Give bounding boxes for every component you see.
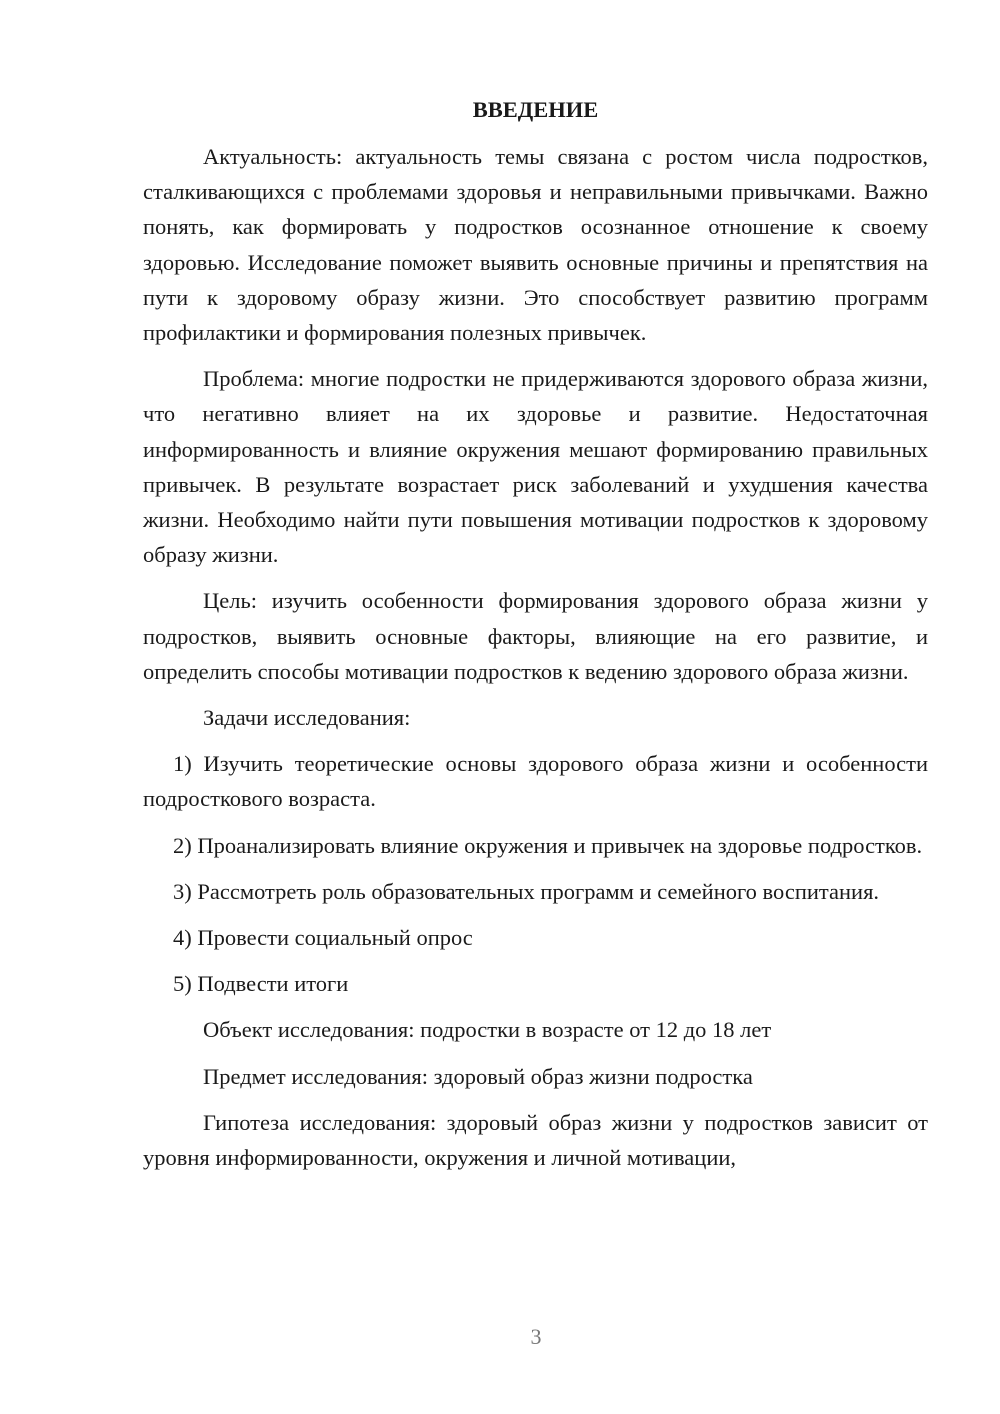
document-page — [143, 92, 928, 1186]
page-number: 3 — [530, 1324, 542, 1349]
task-item-2: 2) Проанализировать влияние окружения и привычек на здоровье подростков. — [173, 832, 923, 858]
tasks-heading: Задачи исследования: — [203, 705, 411, 731]
relevance-paragraph: Актуальность: актуальность темы связана с ростом числа подростков, сталкивающихся с проблемами здоровья и неправильными привычками. Важно понять, как формировать у подростков осознанное отношение к своему здоровью. Исследование поможет выявить основные причины и препятствия на пути к здоровому образу жизни. Это способствует развитию программ профилактики и формирования полезных привычек. — [143, 144, 928, 346]
task-item-1: 1) Изучить теоретические основы здорового образа жизни и особенности подросткового возраста. — [143, 751, 928, 812]
section-title: ВВЕДЕНИЕ — [472, 97, 599, 122]
problem-paragraph: Проблема: многие подростки не придерживаются здорового образа жизни, что негативно влияет на их здоровье и развитие. Недостаточная информированность и влияние окружения мешают формированию правильных привычек. В результате возрастает риск заболеваний и ухудшения качества жизни. Необходимо найти пути повышения мотивации подростков к здоровому образу жизни. — [143, 366, 928, 568]
goal-paragraph: Цель: изучить особенности формирования здорового образа жизни у подростков, выявить основные факторы, влияющие на его развитие, и определить способы мотивации подростков к ведению здорового образа жизни. — [143, 588, 928, 684]
research-object: Объект исследования: подростки в возрасте от 12 до 18 лет — [203, 1017, 772, 1043]
task-item-5: 5) Подвести итоги — [173, 971, 349, 997]
task-item-4: 4) Провести социальный опрос — [173, 925, 473, 951]
task-item-3: 3) Рассмотреть роль образовательных программ и семейного воспитания. — [173, 878, 880, 904]
research-subject: Предмет исследования: здоровый образ жизни подростка — [203, 1063, 753, 1089]
research-hypothesis: Гипотеза исследования: здоровый образ жизни у подростков зависит от уровня информированности, окружения и личной мотивации, — [143, 1109, 928, 1171]
